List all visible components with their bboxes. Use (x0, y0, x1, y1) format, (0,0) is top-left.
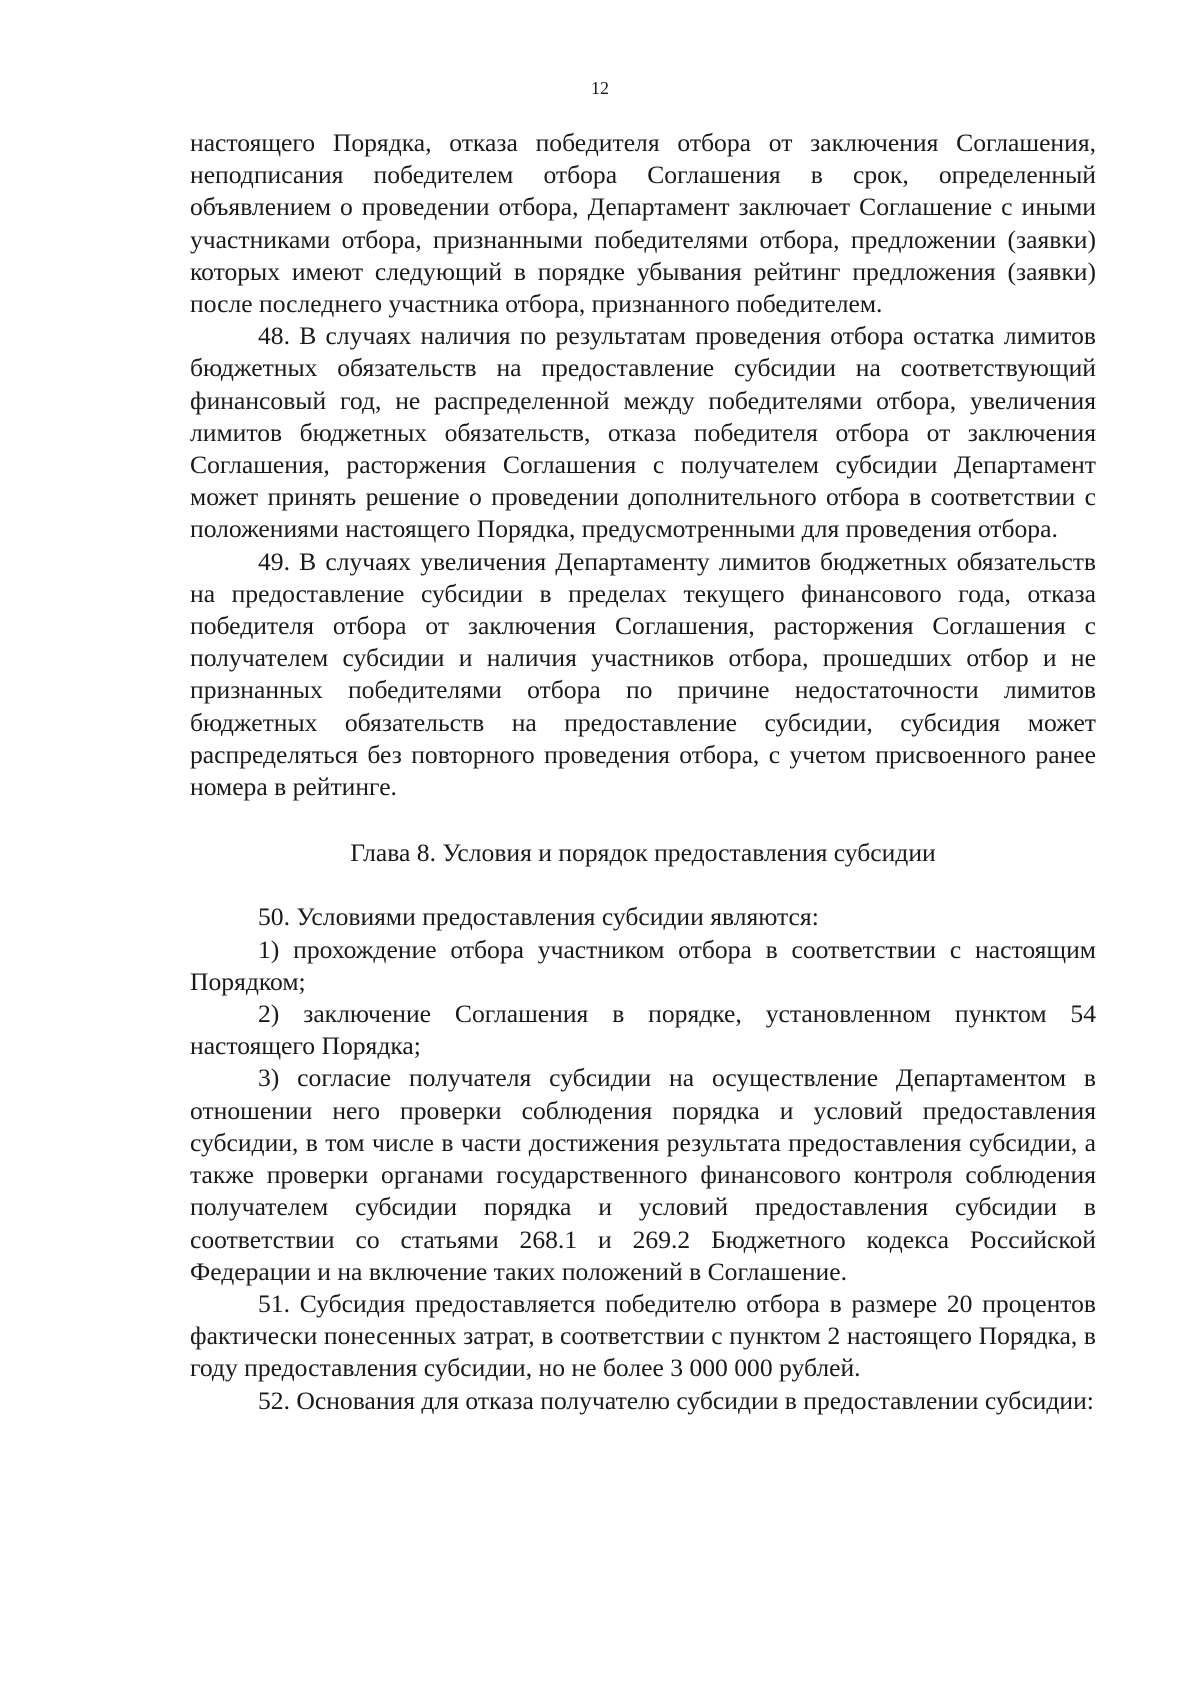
page-number: 12 (591, 78, 609, 98)
document-body (190, 127, 1096, 1417)
paragraph-50-item-1: 1) прохождение отбора участником отбора в соответствии с настоящим Порядком; (190, 934, 1096, 996)
paragraph-48: 48. В случаях наличия по результатам проведения отбора остатка лимитов бюджетных обязательств на предоставление субсидии на соответствующий финансовый год, не распределенной между победителями отбора, увеличения лимитов бюджетных обязательств, отказа победителя отбора от заключения Соглашения, расторжения Соглашения с получателем субсидии Департамент может принять решение о проведении дополнительного отбора в соответствии с положениями настоящего Порядка, предусмотренными для проведения отбора. (190, 321, 1096, 544)
chapter-heading: Глава 8. Условия и порядок предоставления субсидии (350, 838, 936, 868)
paragraph-51: 51. Субсидия предоставляется победителю отбора в размере 20 процентов фактически понесенных затрат, в соответствии с пунктом 2 настоящего Порядка, в году предоставления субсидии, но не более 3 000 000 рублей. (190, 1288, 1096, 1383)
paragraph-50-item-3: 3) согласие получателя субсидии на осуществление Департаментом в отношении него проверки соблюдения порядка и условий предоставления субсидии, в том числе в части достижения результата предоставления субсидии, а также проверки органами государственного финансового контроля соблюдения получателем субсидии порядка и условий предоставления субсидии в соответствии со статьями 268.1 и 269.2 Бюджетного кодекса Российской Федерации и на включение таких положений в Соглашение. (190, 1063, 1096, 1286)
paragraph-50-item-2: 2) заключение Соглашения в порядке, установленном пунктом 54 настоящего Порядка; (190, 999, 1096, 1061)
paragraph-52: 52. Основания для отказа получателю субсидии в предоставлении субсидии: (258, 1385, 1094, 1415)
paragraph-continuation: настоящего Порядка, отказа победителя отбора от заключения Соглашения, неподписания победителем отбора Соглашения в срок, определенный объявлением о проведении отбора, Департамент заключает Соглашение с иными участниками отбора, признанными победителями отбора, предложении (заявки) которых имеют следующий в порядке убывания рейтинг предложения (заявки) после последнего участника отбора, признанного победителем. (190, 128, 1096, 319)
paragraph-49: 49. В случаях увеличения Департаменту лимитов бюджетных обязательств на предоставление субсидии в пределах текущего финансового года, отказа победителя отбора от заключения Соглашения, расторжения Соглашения с получателем субсидии и наличия участников отбора, прошедших отбор и не признанных победителями отбора по причине недостаточности лимитов бюджетных обязательств на предоставление субсидии, субсидия может распределяться без повторного проведения отбора, с учетом присвоенного ранее номера в рейтинге. (190, 546, 1096, 802)
paragraph-50: 50. Условиями предоставления субсидии являются: (258, 902, 819, 932)
